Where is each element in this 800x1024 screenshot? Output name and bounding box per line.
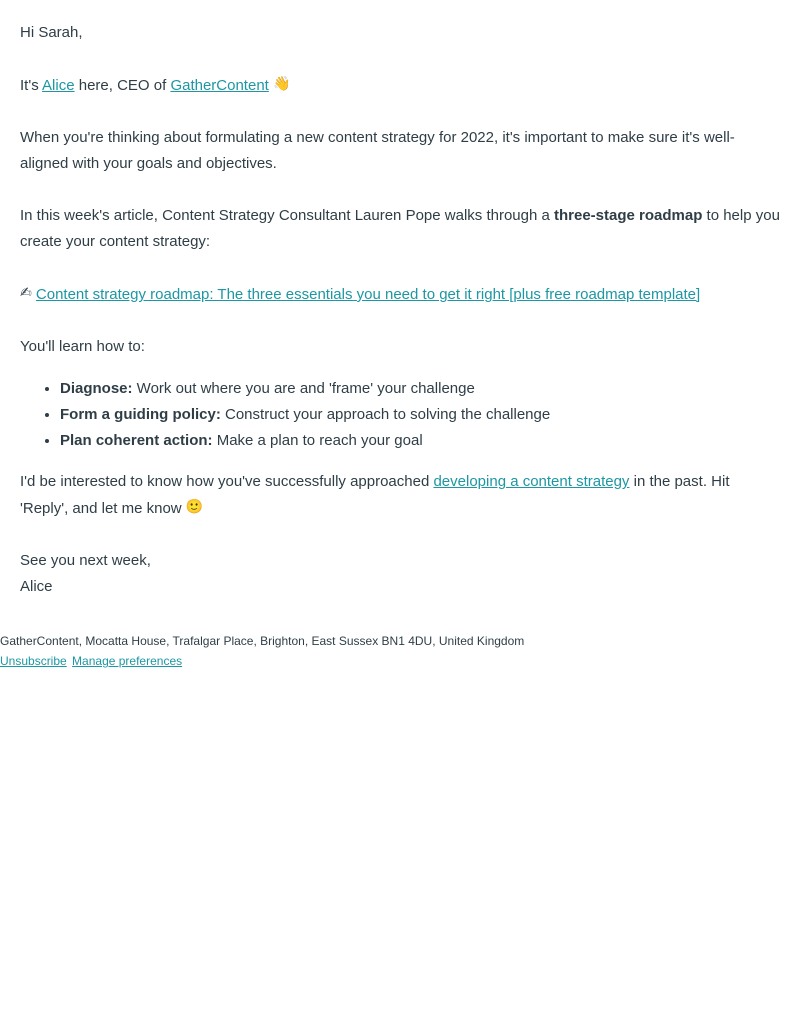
- interest-suffix: in the past. Hit 'Reply', and let me know: [20, 473, 730, 517]
- learn-intro: You'll learn how to:: [20, 338, 145, 355]
- three-stage-roadmap-text: three-stage roadmap: [554, 207, 703, 224]
- article-intro-suffix: to help you create your content strategy:: [20, 207, 780, 250]
- list-item-text: Make a plan to reach your goal: [212, 432, 423, 449]
- article-intro-paragraph: [20, 203, 780, 255]
- email-footer: [0, 631, 800, 671]
- article-link[interactable]: Content strategy roadmap: The three essentials you need to get it right [plus free roadmap template]: [35, 286, 701, 303]
- smile-icon: 🙂: [185, 498, 204, 514]
- waving-hand-icon: 👋: [273, 75, 291, 91]
- manage-preferences-link[interactable]: Manage preferences: [72, 654, 183, 668]
- list-item-title: Form a guiding policy:: [60, 406, 221, 423]
- list-item-text: Work out where you are and 'frame' your challenge: [132, 380, 475, 397]
- list-item: [60, 402, 780, 428]
- intro-prefix: It's: [20, 77, 43, 94]
- interest-paragraph: [20, 469, 780, 522]
- interest-prefix: I'd be interested to know how you've successfully approached: [20, 473, 434, 490]
- list-item-text: Construct your approach to solving the challenge: [220, 406, 551, 423]
- signature: Alice: [20, 578, 53, 595]
- list-item-title: Plan coherent action:: [60, 432, 213, 449]
- signoff-line: See you next week,: [20, 552, 151, 569]
- learn-list: [20, 376, 780, 454]
- strategy-paragraph: When you're thinking about formulating a new content strategy for 2022, it's important to make sure it's well-aligned with your goals and objectives.: [20, 129, 735, 172]
- footer-links: [0, 651, 800, 671]
- list-item: [60, 376, 780, 402]
- greeting: Hi Sarah,: [20, 24, 83, 41]
- developing-strategy-link[interactable]: developing a content strategy: [433, 473, 630, 490]
- intro-middle: here, CEO of: [74, 77, 171, 94]
- gathercontent-link[interactable]: GatherContent: [170, 77, 269, 94]
- signoff: [20, 548, 780, 600]
- article-intro-prefix: In this week's article, Content Strategy Consultant Lauren Pope walks through a: [20, 207, 554, 224]
- unsubscribe-link[interactable]: Unsubscribe: [0, 654, 67, 668]
- list-item: [60, 428, 780, 454]
- article-link-paragraph: [20, 281, 780, 308]
- list-item-title: Diagnose:: [60, 380, 133, 397]
- intro-paragraph: [20, 72, 780, 99]
- alice-link[interactable]: Alice: [42, 77, 75, 94]
- footer-address: GatherContent, Mocatta House, Trafalgar Place, Brighton, East Sussex BN1 4DU, United Kingdom: [0, 634, 525, 648]
- writing-hand-icon: ✍: [20, 284, 32, 300]
